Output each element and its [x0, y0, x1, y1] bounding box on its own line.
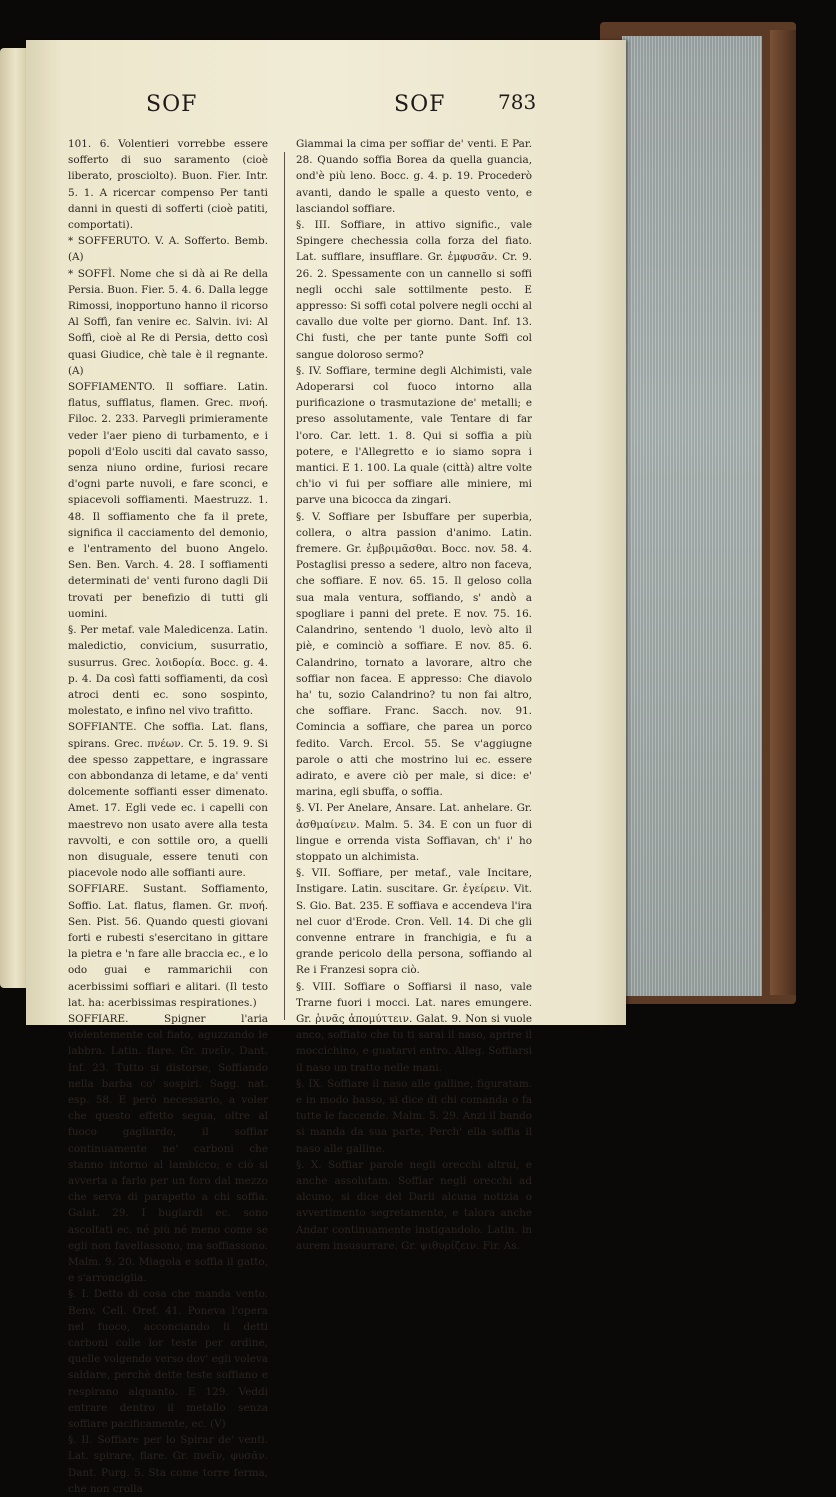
entry-paragraph: §. VIII. Soffiare o Soffiarsi il naso, vale Trarne fuori i mocci. Lat. nares emungere. Gr. ῥινᾶς ἀπομύττειν. Galat. 9. Non si vuole anco, soffiato che tu ti sarai il naso, aprire il moccichino, e guatarvi entro. Alleg. Soffiarsi il naso un tratto nelle mani.	[296, 980, 532, 1074]
entry-paragraph: Giammai la cima per soffiar de' venti. E Par. 28. Quando soffia Borea da quella guancia, ond'è più leno. Bocc. g. 4. p. 19. Procederò avanti, dando le spalle a questo vento, e lasciandol soffiare.	[296, 138, 532, 215]
page-fore-edges	[622, 36, 762, 996]
page-number: 783	[498, 90, 537, 114]
column-divider	[284, 152, 285, 1020]
entry-paragraph: SOFFIANTE. Che soffia. Lat. flans, spirans. Grec. πνέων. Cr. 5. 19. 9. Si dee spesso zappettare, e ingrassare con abbondanza di letame, e da' venti dolcemente soffianti esser dimenato. Amet. 17. Egli vede ec. i capelli con maestrevo non usato avere alla testa ravvolti, e con sottile oro, a quelli non disuguale, essere tenuti con piacevole nodo alle soffianti aure.	[68, 721, 268, 880]
entry-paragraph: * SOFFÌ. Nome che si dà ai Re della Persia. Buon. Fier. 5. 4. 6. Dalla legge Rimossi, inopportuno hanno il ricorso Al Soffì, fan venire ec. Salvin. ivi: Al Soffì, cioè al Re di Persia, detto così quasi Giudice, chè tale è il regnante. (A)	[68, 267, 268, 377]
left-column	[68, 136, 268, 1495]
left-page-edge	[0, 48, 26, 988]
entry-paragraph: §. VI. Per Anelare, Ansare. Lat. anhelare. Gr. ἀσθμαίνειν. Malm. 5. 34. E con un fuor di lingue e orrenda vista Soffiavan, ch' i' ho stoppato un alchimista.	[296, 802, 532, 863]
entry-paragraph: §. V. Soffiare per Isbuffare per superbia, collera, o altra passion d'animo. Latin. fremere. Gr. ἐμβριμᾶσθαι. Bocc. nov. 58. 4. Postaglisi presso a sedere, altro non faceva, che soffiare. E nov. 65. 15. Il geloso colla sua mala ventura, soffiando, s' andò a spogliare i panni del prete. E nov. 75. 16. Calandrino, sentendo 'l duolo, levò alto il piè, e cominciò a soffiare. E nov. 85. 6. Calandrino, tornato a lavorare, altro che soffiar non facea. E appresso: Che diavolo ha' tu, sozio Calandrino? tu non fai altro, che soffiare. Franc. Sacch. nov. 91. Comincia a soffiare, che parea un porco fedito. Varch. Ercol. 55. Se v'aggiugne parole o atti che mostrino lui ec. essere adirato, e avere ciò per male, si dice: e' marina, egli sbuffa, o soffia.	[296, 510, 532, 799]
entry-paragraph: 101. 6. Volentieri vorrebbe essere sofferto di suo saramento (cioè liberato, prosciolto). Buon. Fier. Intr. 5. 1. A ricercar compenso Per tanti danni in questi di sofferti (cioè patiti, comportati).	[68, 138, 268, 232]
entry-paragraph: * SOFFERUTO. V. A. Sofferto. Bemb. (A)	[68, 235, 268, 264]
entry-paragraph: SOFFIARE. Sustant. Soffiamento, Soffio. Lat. flatus, flamen. Gr. πνοή. Sen. Pist. 56. Quando questi giovani forti e rubesti s'esercitano in gittare la pietra e 'n fare alle braccia ec., e lo odo guai e rammarichii con acerbissimi soffiari e alitari. (Il testo lat. ha: acerbissimas respirationes.)	[68, 883, 268, 1009]
right-column	[296, 136, 532, 1252]
entry-paragraph: SOFFIAMENTO. Il soffiare. Latin. flatus, sufflatus, flamen. Grec. πνοή. Filoc. 2. 233. Parvegli primieramente veder l'aer pieno di turbamento, e i popoli d'Eolo usciti dal cavato sasso, senza niuno ordine, furiosi recare d'ogni parte nuvoli, e fare sconci, e spiacevoli soffiamenti. Maestruzz. 1. 48. Il soffiamento che fa il prete, significa il cacciamento del demonio, e l'entramento del buono Angelo. Sen. Ben. Varch. 4. 28. I soffiamenti determinati de' venti furono dagli Dii trovati per benefizio di tutti gli uomini.	[68, 381, 268, 620]
running-head-right: SOF	[394, 92, 446, 117]
running-head-left: SOF	[146, 92, 198, 117]
entry-paragraph: §. II. Soffiare per lo Spirar de' venti. Lat. spirare, flare. Gr. πνεῖν, φυσᾶν. Dant. Purg. 5. Sta come torre ferma, che non crolla	[68, 1434, 268, 1495]
entry-paragraph: §. X. Soffiar parole negli orecchi altrui, e anche assolutam. Soffiar negli orecchi ad alcuno, si dice del Darli alcuna notizia o avvertimento segretamente, e talora anche Andar continuamente instigandolo. Latin. in aurem insusurrare. Gr. ψιθυρίζειν. Fir. As.	[296, 1158, 532, 1252]
entry-paragraph: SOFFIARE. Spigner l'aria violentemente col fiato, aguzzando le labbra. Latin. flare. Gr. πνεῖν. Dant. Inf. 23. Tutto si distorse, Soffiando nella barba co' sospiri. Sagg. nat. esp. 58. E però necessario, a voler che questo effetto segua, oltre al fuoco gagliardo, il soffiar continuamente ne' carboni che stanno intorno al lambicco; e ciò si avverta a farlo per un foro dal mezzo che serva di parapetto a chi soffia. Galat. 29. I bugiardi ec. sono ascoltati ec. né più né meno come se egli non favellassono, ma soffiassono. Malm. 9. 20. Miagola e soffia il gatto, e s'arronciglia.	[68, 1012, 268, 1285]
entry-paragraph: §. Per metaf. vale Maledicenza. Latin. maledictio, convicium, susurratio, susurrus. Grec. λοιδορία. Bocc. g. 4. p. 4. Da così fatti soffiamenti, da così atroci denti ec. sono sospinto, molestato, e infino nel vivo trafitto.	[68, 624, 268, 718]
entry-paragraph: §. VII. Soffiare, per metaf., vale Incitare, Instigare. Latin. suscitare. Gr. ἐγείρειν. Vit. S. Gio. Bat. 235. E soffiava e accendeva l'ira nel cuor d'Erode. Cron. Vell. 14. Di che gli convenne entrare in franchigia, e fu a grande pericolo della persona, soffiando al Re i Franzesi sopra ciò.	[296, 867, 532, 977]
entry-paragraph: §. I. Detto di cosa che manda vento. Benv. Cell. Oref. 41. Poneva l'opera nel fuoco, acconciando li detti carboni colle lor teste per ordine, quelle volgendo verso dov' egli voleva saldare, perchè dette teste soffiano e respirano alquanto. E 129. Veddi entrare dentro il metallo senza soffiare pacificamente, ec. (V)	[68, 1288, 268, 1431]
book-spine-edge	[770, 30, 796, 995]
entry-paragraph: §. IV. Soffiare, termine degli Alchimisti, vale Adoperarsi col fuoco intorno alla purificazione o trasmutazione de' metalli; e preso assolutamente, vale Tentare di far l'oro. Car. lett. 1. 8. Qui si soffia a più potere, e l'Allegretto e io siamo sopra i mantici. E 1. 100. La quale (città) altre volte ch'io vi fui per soffiare alle miniere, mi parve una bicocca da zingari.	[296, 364, 532, 507]
entry-paragraph: §. IX. Soffiare il naso alle galline, figuratam. e in modo basso, si dice di chi comanda o fa tutte le faccende. Malm. 5. 29. Anzi il bando si manda da sua parte, Perch' ella soffia il naso alle galline.	[296, 1077, 532, 1155]
dictionary-page	[26, 40, 626, 1495]
entry-paragraph: §. III. Soffiare, in attivo signific., vale Spingere chechessia colla forza del fiato. Lat. sufflare, insufflare. Gr. ἐμφυσᾶν. Cr. 9. 26. 2. Spessamente con un cannello si soffi negli occhi sale sottilmente pesto. E appresso: Si soffi cotal polvere negli occhi al cavallo due volte per giorno. Dant. Inf. 13. Chi fusti, che per tante punte Soffi col sangue doloroso sermo?	[296, 219, 532, 361]
